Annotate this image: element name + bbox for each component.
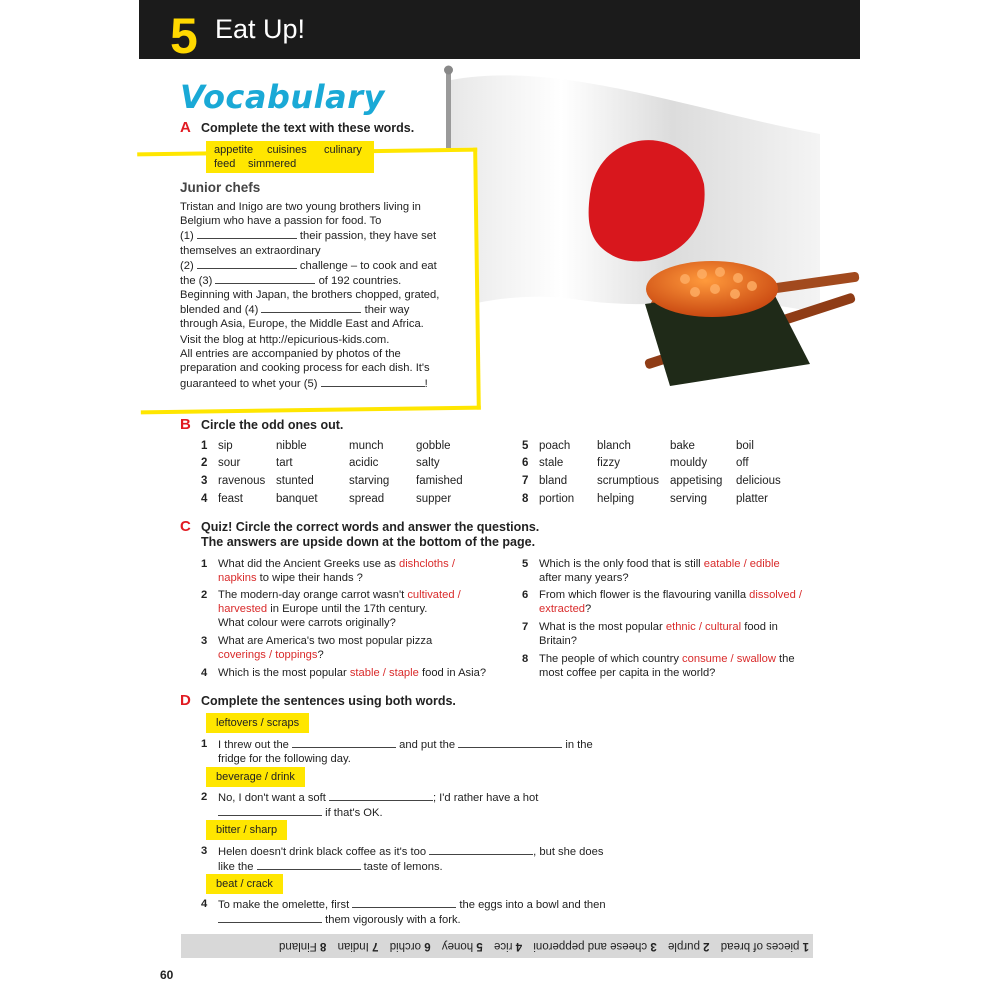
word-choice[interactable]: coverings / toppings [218, 649, 318, 662]
word-pair-highlight: bitter / sharp [206, 820, 287, 840]
word-bank-item: appetite [214, 144, 254, 156]
word-option[interactable]: sour [218, 457, 241, 469]
word-choice[interactable]: cultivated / [407, 589, 461, 601]
word-option[interactable]: famished [416, 475, 463, 487]
sentence-gap[interactable] [458, 737, 562, 748]
word-option[interactable]: fizzy [597, 457, 620, 469]
sentence-gap[interactable] [429, 844, 533, 855]
word-option[interactable]: portion [539, 493, 575, 505]
word-option[interactable]: supper [416, 493, 452, 505]
japan-flag-sushi-illustration [440, 64, 860, 394]
sentence-gap[interactable] [218, 805, 322, 816]
word-option[interactable]: acidic [349, 457, 379, 469]
unit-title: Eat Up! [215, 14, 306, 44]
section-d-instruction: Complete the sentences using both words. [201, 694, 456, 708]
word-choice[interactable]: harvested [218, 603, 268, 616]
word-option[interactable]: gobble [416, 440, 451, 452]
word-pair-highlight: beat / crack [206, 874, 283, 894]
gap-3[interactable] [215, 273, 315, 284]
word-option[interactable]: serving [670, 493, 708, 505]
word-option[interactable]: blanch [597, 440, 631, 452]
quiz-question-8: 8 The people of which country consume / swallow the most coffee per capita in the world? [522, 653, 795, 680]
quiz-question-1: 1 What did the Ancient Greeks use as dishcloths / napkins to wipe their hands ? [201, 558, 455, 585]
sentence-gap[interactable] [352, 897, 456, 908]
word-option[interactable]: stale [539, 457, 564, 469]
text-paragraph-2: Beginning with Japan, the brothers chopped, grated, blended and (4) their way through Asia, Europe, the Middle East and Africa. [180, 289, 440, 331]
word-option[interactable]: bake [670, 440, 695, 452]
text-paragraph-3: Visit the blog at http://epicurious-kids.com. All entries are accompanied by photos of the preparation and cooking process for each dish. It's guaranteed to whet your (5) ! [180, 334, 430, 390]
gap-4[interactable] [261, 302, 361, 313]
word-option[interactable]: munch [349, 440, 384, 452]
page-number: 60 [160, 968, 174, 982]
quiz-question-7: 7 What is the most popular ethnic / cultural food in Britain? [522, 621, 778, 648]
quiz-answers-upside-down: 1 pieces of bread 2 purple 3 cheese and pepperoni 4 rice 5 honey 6 orchid 7 Indian 8 Finland [279, 940, 809, 952]
sentence-4: 4 To make the omelette, first the eggs into a bowl and then them vigorously with a fork. [201, 898, 606, 927]
word-choice[interactable]: ethnic / cultural [665, 621, 742, 633]
gap-5[interactable] [321, 376, 425, 387]
section-c-letter: C [180, 518, 191, 535]
quiz-question-5: 5 Which is the only food that is still eatable / edible after many years? [522, 558, 780, 585]
quiz-question-2: 2 The modern-day orange carrot wasn't cultivated / harvested in Europe until the 17th century. What colour were carrots originally? [201, 589, 461, 630]
flag-pole-top [444, 66, 453, 75]
unit-number: 5 [170, 8, 198, 64]
word-option[interactable]: platter [736, 493, 768, 505]
word-option[interactable]: banquet [276, 493, 318, 505]
quiz-question-6: 6 From which flower is the flavouring vanilla dissolved / extracted? [522, 589, 803, 616]
section-a-letter: A [180, 119, 191, 136]
word-pair-highlight: beverage / drink [206, 767, 305, 787]
word-option[interactable]: stunted [276, 475, 314, 487]
word-option[interactable]: poach [539, 440, 571, 452]
word-option[interactable]: sip [218, 440, 233, 452]
section-b-instruction: Circle the odd ones out. [201, 418, 344, 432]
word-option[interactable]: helping [597, 493, 635, 505]
section-d-letter: D [180, 692, 191, 709]
word-pair-highlight: leftovers / scraps [206, 713, 309, 733]
text-paragraph-1: Tristan and Inigo are two young brothers living in Belgium who have a passion for food. To (1) their passion, they have set themselves an extraordinary (2) challenge – to cook and eat the (3) of 192 countries. [180, 201, 437, 288]
word-option[interactable]: scrumptious [597, 475, 659, 487]
sentence-1: 1 I threw out the and put the in the fridge for the following day. [201, 738, 593, 766]
gap-1[interactable] [197, 228, 297, 239]
word-option[interactable]: salty [416, 457, 440, 469]
word-choice[interactable]: dissolved / [749, 589, 803, 601]
word-option[interactable]: feast [218, 493, 243, 505]
section-c-instruction-1: Quiz! Circle the correct words and answer the questions. [201, 520, 540, 534]
text-heading: Junior chefs [180, 180, 261, 195]
gap-2[interactable] [197, 258, 297, 269]
word-option[interactable]: spread [349, 493, 385, 505]
word-option[interactable]: tart [276, 457, 293, 469]
word-choice[interactable]: eatable / edible [703, 558, 780, 570]
word-option[interactable]: nibble [276, 440, 307, 452]
section-title: Vocabulary [180, 78, 385, 116]
section-b-letter: B [180, 416, 191, 433]
sentence-gap[interactable] [218, 912, 322, 923]
word-bank-item: cuisines [267, 144, 307, 156]
word-choice[interactable]: extracted [539, 603, 586, 616]
word-option[interactable]: ravenous [218, 475, 266, 487]
word-choice[interactable]: dishcloths / [398, 558, 455, 570]
word-bank-item: simmered [248, 158, 297, 170]
word-bank-item: culinary [324, 144, 362, 156]
sentence-2: 2 No, I don't want a soft ; I'd rather have a hot if that's OK. [201, 791, 539, 820]
sentence-gap[interactable] [257, 859, 361, 870]
word-choice[interactable]: consume / swallow [682, 653, 776, 665]
sentence-gap[interactable] [292, 737, 396, 748]
word-option[interactable]: boil [736, 440, 754, 452]
word-bank-item: feed [214, 158, 236, 170]
word-option[interactable]: off [736, 457, 749, 469]
sentence-3: 3 Helen doesn't drink black coffee as it's too , but she does like the taste of lemons. [201, 845, 604, 874]
word-option[interactable]: starving [349, 475, 390, 487]
word-choice[interactable]: stable / staple [349, 667, 419, 679]
word-option[interactable]: appetising [670, 475, 723, 487]
section-c-instruction-2: The answers are upside down at the bottom of the page. [201, 535, 536, 549]
quiz-answers-strip [181, 934, 813, 958]
quiz-question-4: 4 Which is the most popular stable / staple food in Asia? [201, 667, 487, 679]
word-choice[interactable]: napkins [218, 572, 257, 585]
word-option[interactable]: mouldy [670, 457, 708, 469]
section-a-instruction: Complete the text with these words. [201, 121, 415, 135]
word-option[interactable]: delicious [736, 475, 781, 487]
quiz-question-3: 3 What are America's two most popular pizza coverings / toppings? [201, 635, 433, 662]
word-option[interactable]: bland [539, 475, 568, 487]
sentence-gap[interactable] [329, 790, 433, 801]
word-bank [206, 141, 374, 173]
